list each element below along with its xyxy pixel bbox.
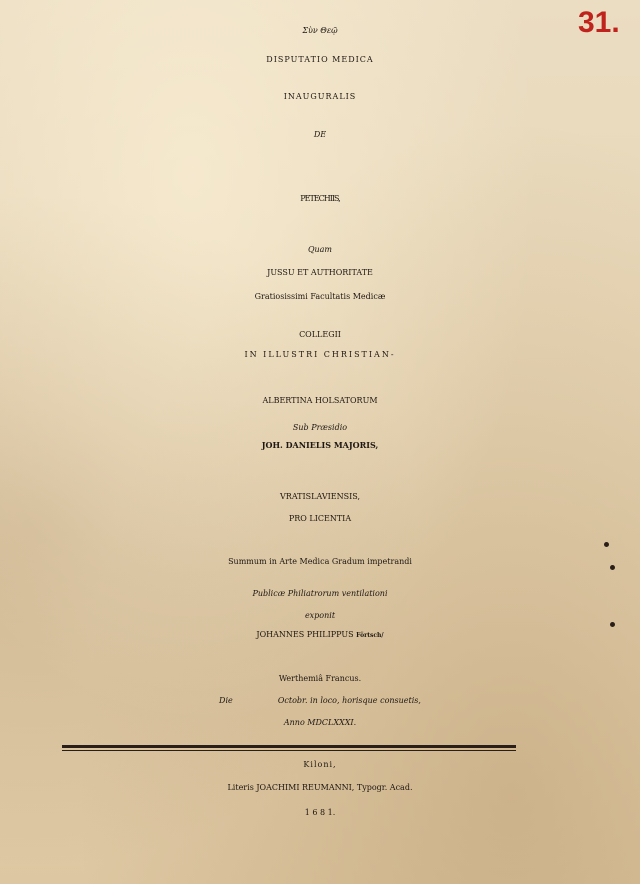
pro-licentia-line: PRO LICENTIA bbox=[288, 514, 352, 523]
de-word: DE bbox=[313, 130, 327, 139]
subject-title: PETECHIIS, bbox=[300, 194, 340, 203]
werthemia-line: Werthemiâ Francus. bbox=[278, 674, 362, 683]
in-illustri-line: IN ILLUSTRI CHRISTIAN- bbox=[244, 350, 396, 359]
facultas-line: Gratiosissimi Facultatis Medicæ bbox=[254, 292, 386, 301]
date-line bbox=[0, 696, 640, 705]
respondent-line bbox=[0, 630, 640, 639]
albertina-line: ALBERTINA HOLSATORUM bbox=[262, 396, 378, 405]
die-word: Die bbox=[219, 696, 233, 705]
summum-line: Summum in Arte Medica Gradum impetrandi bbox=[228, 557, 412, 566]
thick-rule bbox=[62, 745, 516, 748]
kiloni-line: Kiloni, bbox=[303, 760, 337, 769]
title-line-1: DISPUTATIO MEDICA bbox=[266, 55, 374, 64]
quam-word: Quam bbox=[307, 245, 333, 254]
respondent-name: JOHANNES PHILIPPUS bbox=[256, 630, 354, 639]
jussu-line: JUSSU ET AUTHORITATE bbox=[267, 268, 373, 277]
vratislaviensis-line: VRATISLAVIENSIS, bbox=[280, 492, 360, 501]
exponit-line: exponit bbox=[304, 611, 336, 620]
year-line: 1 6 8 1. bbox=[304, 808, 336, 817]
invocation: Σὺν Θεῷ bbox=[302, 26, 338, 35]
collegii-line: COLLEGII bbox=[299, 330, 341, 339]
respondent-surname: Förtsch/ bbox=[356, 632, 384, 639]
praeses-name: JOH. DANIELIS MAJORIS, bbox=[261, 440, 379, 450]
margin-dot bbox=[610, 565, 615, 570]
sub-praesidio: Sub Præsidio bbox=[292, 423, 348, 432]
anno-line: Anno MDCLXXXI. bbox=[283, 718, 357, 727]
printer-line: Literis JOACHIMI REUMANNI, Typogr. Acad. bbox=[227, 783, 413, 792]
margin-dot bbox=[610, 622, 615, 627]
margin-dot bbox=[604, 542, 609, 547]
thin-rule bbox=[62, 750, 516, 751]
shelfmark: 31. bbox=[578, 6, 620, 39]
publicae-line: Publicæ Philiatrorum ventilationi bbox=[252, 589, 388, 598]
date-text: Octobr. in loco, horisque consuetis, bbox=[277, 696, 421, 705]
title-line-2: INAUGURALIS bbox=[283, 92, 357, 101]
